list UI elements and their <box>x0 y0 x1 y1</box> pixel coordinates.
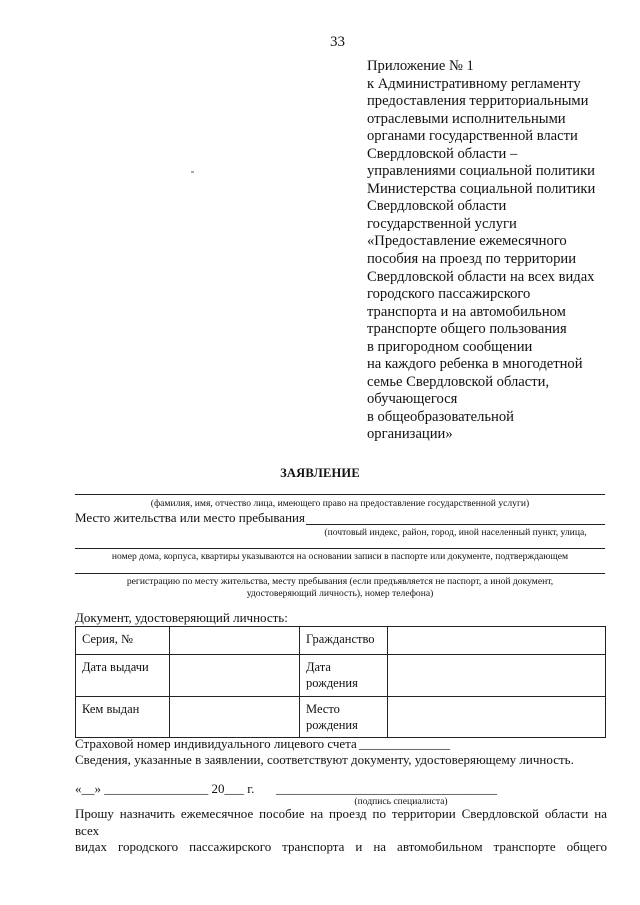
appendix-line: в пригородном сообщении <box>367 338 533 355</box>
date-line[interactable]: «__» ________________ 20___ г. <box>75 781 255 796</box>
request-line-1: Прошу назначить ежемесячное пособие на проезд по территории Свердловской области на всех <box>75 806 607 838</box>
address-hint-2: номер дома, корпуса, квартиры указываются на основании записи в паспорте или документе, подтверждающем <box>111 551 569 562</box>
appendix-line: городского пассажирского <box>367 286 531 303</box>
page-number: 33 <box>330 34 345 50</box>
confirm-statement: Сведения, указанные в заявлении, соответствуют документу, удостоверяющему личность. <box>75 752 574 767</box>
address-line-3[interactable] <box>75 573 605 574</box>
form-title: ЗАЯВЛЕНИЕ <box>280 466 360 480</box>
appendix-line: Свердловской области <box>367 198 507 215</box>
signature-hint: (подпись специалиста) <box>354 796 448 807</box>
residence-line[interactable] <box>306 524 605 525</box>
appendix-line: транспорта и на автомобильном <box>367 303 566 320</box>
fio-hint: (фамилия, имя, отчество лица, имеющего право на предоставление государственной услуги) <box>150 498 530 509</box>
snils-field[interactable]: ______________ <box>359 736 450 751</box>
issue-date-label: Дата выдачи <box>76 655 170 697</box>
appendix-header <box>367 58 629 444</box>
id-doc-label: Документ, удостоверяющий личность: <box>75 610 288 625</box>
citizenship-value[interactable] <box>388 627 606 655</box>
appendix-line: на каждого ребенка в многодетной <box>367 356 583 373</box>
appendix-line: отраслевыми исполнительными <box>367 110 566 127</box>
appendix-line: организации» <box>367 426 453 443</box>
appendix-line: в общеобразовательной <box>367 408 514 425</box>
id-document-table <box>75 626 606 738</box>
issued-by-label: Кем выдан <box>76 697 170 738</box>
appendix-line: Приложение № 1 <box>367 58 474 74</box>
snils-label: Страховой номер индивидуального лицевого счета <box>75 736 357 751</box>
birth-place-value[interactable] <box>388 697 606 738</box>
appendix-line: государственной услуги <box>367 215 517 232</box>
birth-place-label: Место рождения <box>300 697 388 738</box>
fio-line[interactable] <box>75 494 605 495</box>
issue-date-value[interactable] <box>170 655 300 697</box>
appendix-line: Свердловской области на всех видах <box>367 268 595 285</box>
appendix-line: управлениями социальной политики <box>367 163 595 180</box>
address-hint-1: (почтовый индекс, район, город, иной населенный пункт, улица, <box>324 527 587 538</box>
request-line-2: видах городского пассажирского транспорта и на автомобильном транспорте общего <box>75 839 607 854</box>
residence-label: Место жительства или место пребывания <box>75 510 305 525</box>
appendix-line: семье Свердловской области, <box>367 373 550 390</box>
appendix-line: предоставления территориальными <box>367 93 589 110</box>
birth-date-value[interactable] <box>388 655 606 697</box>
scan-speck <box>191 171 194 173</box>
signature-line[interactable]: __________________________________ <box>276 781 497 796</box>
series-label: Серия, № <box>76 627 170 655</box>
birth-date-label: Дата рождения <box>300 655 388 697</box>
appendix-line: Министерства социальной политики <box>367 180 596 197</box>
request-paragraph <box>75 806 607 856</box>
appendix-line: к Административному регламенту <box>367 75 581 92</box>
appendix-line: «Предоставление ежемесячного <box>367 233 567 250</box>
address-hint-4: удостоверяющий личность), номер телефона) <box>246 588 434 599</box>
appendix-line: органами государственной власти <box>367 128 578 145</box>
appendix-line: пособия на проезд по территории <box>367 251 577 268</box>
appendix-line: обучающегося <box>367 391 458 408</box>
issued-by-value[interactable] <box>170 697 300 738</box>
address-line-2[interactable] <box>75 548 605 549</box>
series-value[interactable] <box>170 627 300 655</box>
citizenship-label: Гражданство <box>300 627 388 655</box>
address-hint-3: регистрацию по месту жительства, месту пребывания (если предъявляется не паспорт, а иной документ, <box>126 576 554 587</box>
appendix-line: Свердловской области – <box>367 145 518 162</box>
appendix-line: транспорте общего пользования <box>367 321 567 338</box>
